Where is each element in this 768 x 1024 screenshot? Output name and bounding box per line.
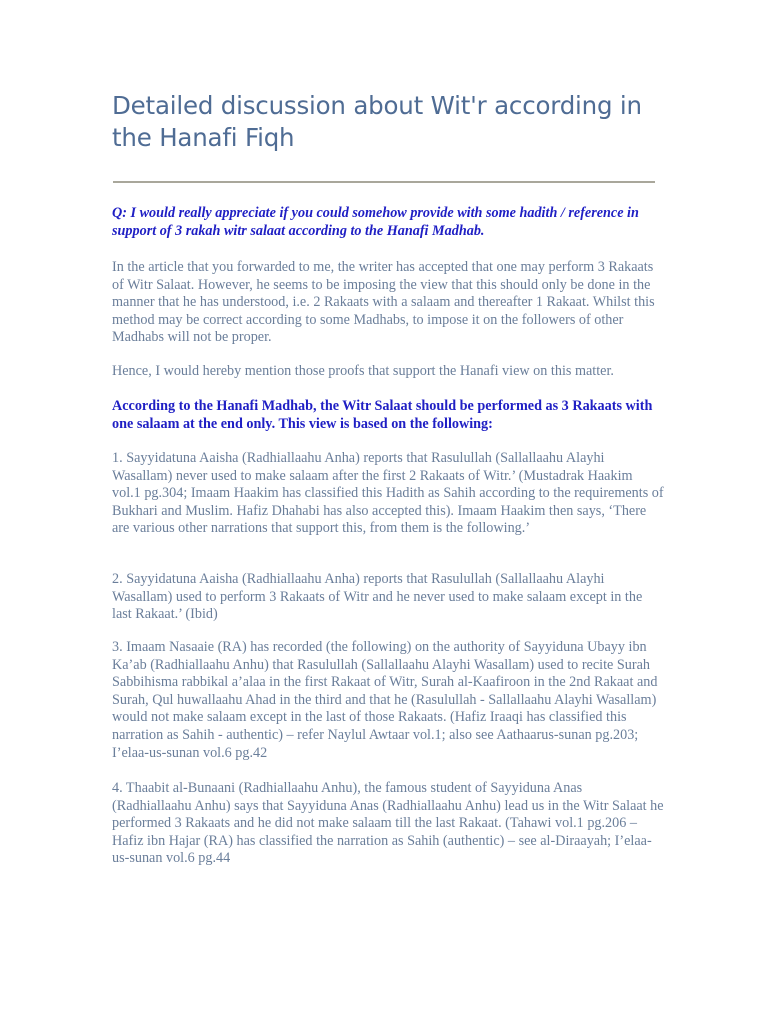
proof-item-3: 3. Imaam Nasaaie (RA) has recorded (the following) on the authority of Sayyiduna Ubayy ibn Ka’ab (Radhiallaahu Anhu) that Rasulullah (Sallallaahu Alayhi Wasallam) used to recite Surah Sabbihisma rabbikal a’alaa in the first Rakaat of Witr, Surah al-Kaafiroon in the 2nd Rakaat and Surah, Qul huwallaahu Ahad in the third and that he (Rasulullah - Sallallaahu Alayhi Wasallam) would not make salaam except in the last of those Rakaats. (Hafiz Iraaqi has classified this narration as Sahih - authentic) – refer Naylul Awtaar vol.1; also see Aathaarus-sunan pg.203; I’elaa-us-sunan vol.6 pg.42 (112, 639, 658, 761)
proof-item-2: 2. Sayyidatuna Aaisha (Radhiallaahu Anha) reports that Rasulullah (Sallallaahu Alayhi Wasallam) used to perform 3 Rakaats of Witr and he never used to make salaam except in the last Rakaat.’ (Ibid) (112, 571, 643, 623)
title-divider (113, 181, 655, 183)
paragraph-hanafi-view: According to the Hanafi Madhab, the Witr Salaat should be performed as 3 Rakaats with one salaam at the end only. This view is based on the following: (112, 398, 653, 432)
question-text: Q: I would really appreciate if you could somehow provide with some hadith / reference in support of 3 rakah witr salaat according to the Hanafi Madhab. (112, 205, 639, 239)
page-title: Detailed discussion about Wit'r according in the Hanafi Fiqh (112, 91, 642, 152)
paragraph-hence: Hence, I would hereby mention those proofs that support the Hanafi view on this matter. (112, 363, 614, 379)
proof-item-1: 1. Sayyidatuna Aaisha (Radhiallaahu Anha) reports that Rasulullah (Sallallaahu Alayhi Wasallam) never used to make salaam after the first 2 Rakaats of Witr.’ (Mustadrak Haakim vol.1 pg.304; Imaam Haakim has classified this Hadith as Sahih according to the requirements of Bukhari and Muslim. Hafiz Dhahabi has also accepted this). Imaam Haakim then says, ‘There are various other narrations that support this, from them is the following.’ (112, 450, 664, 537)
proof-item-4: 4. Thaabit al-Bunaani (Radhiallaahu Anhu), the famous student of Sayyiduna Anas (Radhiallaahu Anhu) says that Sayyiduna Anas (Radhiallaahu Anhu) lead us in the Witr Salaat he performed 3 Rakaats and he did not make salaam till the last Rakaat. (Tahawi vol.1 pg.206 – Hafiz ibn Hajar (RA) has classified the narration as Sahih (authentic) – see al-Diraayah; I’elaa-us-sunan vol.6 pg.44 (112, 780, 664, 867)
paragraph-intro: In the article that you forwarded to me, the writer has accepted that one may perform 3 Rakaats of Witr Salaat. However, he seems to be imposing the view that this should only be done in the manner that he has understood, i.e. 2 Rakaats with a salaam and thereafter 1 Rakaat. Whilst this method may be correct according to some Madhabs, to impose it on the followers of other Madhabs will not be proper. (112, 259, 655, 346)
